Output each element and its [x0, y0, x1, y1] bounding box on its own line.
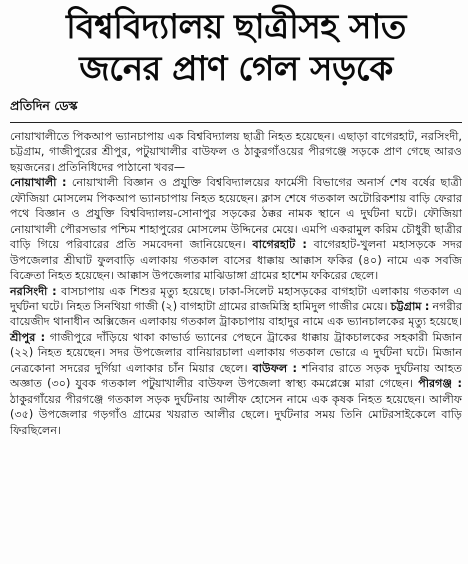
byline-divider	[10, 122, 462, 123]
headline-line-1: বিশ্ববিদ্যালয় ছাত্রীসহ সাত	[66, 7, 406, 47]
headline-line-2: জনের প্রাণ গেল সড়কে	[79, 49, 393, 89]
chattogram-label: চট্টগ্রাম :	[390, 299, 430, 313]
bauphal-text: শনিবার রাতে সড়ক দুর্ঘটনায় আহত অজ্ঞাত (৩০) যুবক গতকাল পটুয়াখালীর বাউফল উপজেলা স্বাস্থ্য কমপ্লেক্সে মারা গেছেন।	[10, 361, 462, 391]
pirganj-label: পীরগঞ্জ :	[418, 377, 462, 391]
byline: প্রতিদিন ডেস্ক	[10, 98, 78, 113]
pirganj-text: ঠাকুরগাঁয়ের পীরগঞ্জে গতকাল সড়ক দুর্ঘটনায় আলীফ হোসেন নামে এক কৃষক নিহত হয়েছেন। আলীফ (৩৫) উপজেলার গড়গাঁও গ্রামের খয়রাত আলীর ছেলে। দুর্ঘটনার সময় তিনি মোটরসাইকেলে বাড়ি ফিরছিলেন।	[10, 392, 462, 437]
noakhali-text: নোয়াখালী বিজ্ঞান ও প্রযুক্তি বিশ্ববিদ্যালয়ের ফার্মেসী বিভাগের অনার্স শেষ বর্ষের ছাত্রী ফৌজিয়া মোসলেম পিকআপ ভ্যানচাপায় নিহত হয়েছেন। ক্লাস শেষে গতকাল অটোরিকশায় বাড়ি ফেরার পথে বিজ্ঞান ও প্রযুক্তি বিশ্ববিদ্যালয়-সোনাপুর সড়কের ঠক্কর নামক স্থানে এ দুর্ঘটনা ঘটে। ফৌজিয়া নোয়াখালী পৌরসভার পশ্চিম শাহাপুরের মোসলেম উদ্দিনের মেয়ে। এমপি একরামুল করিম চৌধুরী ছাত্রীর বাড়ি গিয়ে পরিবারের প্রতি সমবেদনা জানিয়েছেন।	[10, 176, 462, 252]
intro-paragraph: নোয়াখালীতে পিকআপ ভ্যানচাপায় এক বিশ্ববিদ্যালয় ছাত্রী নিহত হয়েছেন। এছাড়া বাগেরহাট, নরসিংদী, চট্টগ্রাম, গাজীপুরের শ্রীপুর, পটুয়াখালীর বাউফল ও ঠাকুরগাঁওয়ের পীরগঞ্জে সড়কে প্রাণ গেছে আরও ছয়জনের। প্রতিনিধিদের পাঠানো খবর—	[10, 130, 462, 174]
chattogram-text: নগরীর বায়েজীদ থানাধীন অক্সিজেন এলাকায় গতকাল ট্রাকচাপায় বাহাদুর নামে এক ভ্যানচালকের মৃত্যু হয়েছে।	[10, 299, 462, 329]
bauphal-label: বাউফল :	[252, 361, 297, 375]
narsingdi-label: নরসিংদী :	[10, 284, 57, 298]
sreepur-text: গাজীপুরে দাঁড়িয়ে থাকা কাভার্ড ভ্যানের পেছনে ট্রাকের ধাক্কায় ট্রাকচালকের সহকারী মিজান (২২) নিহত হয়েছেন। সদর উপজেলার বানিয়ারচালা এলাকায় গতকাল ভোরে এ দুর্ঘটনা ঘটে। মিজান নেত্রকোনা সদরের দুর্গিয়া এলাকার চাঁন মিয়ার ছেলে।	[10, 330, 462, 375]
sreepur-label: শ্রীপুর :	[10, 330, 46, 344]
narsingdi-paragraph	[10, 284, 462, 439]
narsingdi-text: বাসচাপায় এক শিশুর মৃত্যু হয়েছে। ঢাকা-সিলেট মহাসড়কের বাগহাটা এলাকায় গতকাল এ দুর্ঘটনা ঘটে। নিহত সিনথিয়া গাজী (২) বাগহাটা গ্রামের রাজমিস্ত্রি হামিদুল গাজীর মেয়ে।	[10, 284, 462, 313]
bagerhat-label: বাগেরহাট :	[252, 238, 307, 252]
noakhali-paragraph	[10, 175, 462, 283]
article-body	[10, 129, 462, 438]
headline	[10, 6, 462, 90]
noakhali-label: নোয়াখালী :	[10, 176, 67, 190]
bagerhat-text: বাগেরহাট-খুলনা মহাসড়কে সদর উপজেলার শ্রীঘাট ফুলবাড়ি এলাকায় গতকাল বাসের ধাক্কায় আক্কাস ফকির (৪০) নামে এক সবজি বিক্রেতা নিহত হয়েছেন। আক্কাস উপজেলার মাঝিডাঙ্গা গ্রামের হাশেম ফকিরের ছেলে।	[10, 238, 463, 283]
